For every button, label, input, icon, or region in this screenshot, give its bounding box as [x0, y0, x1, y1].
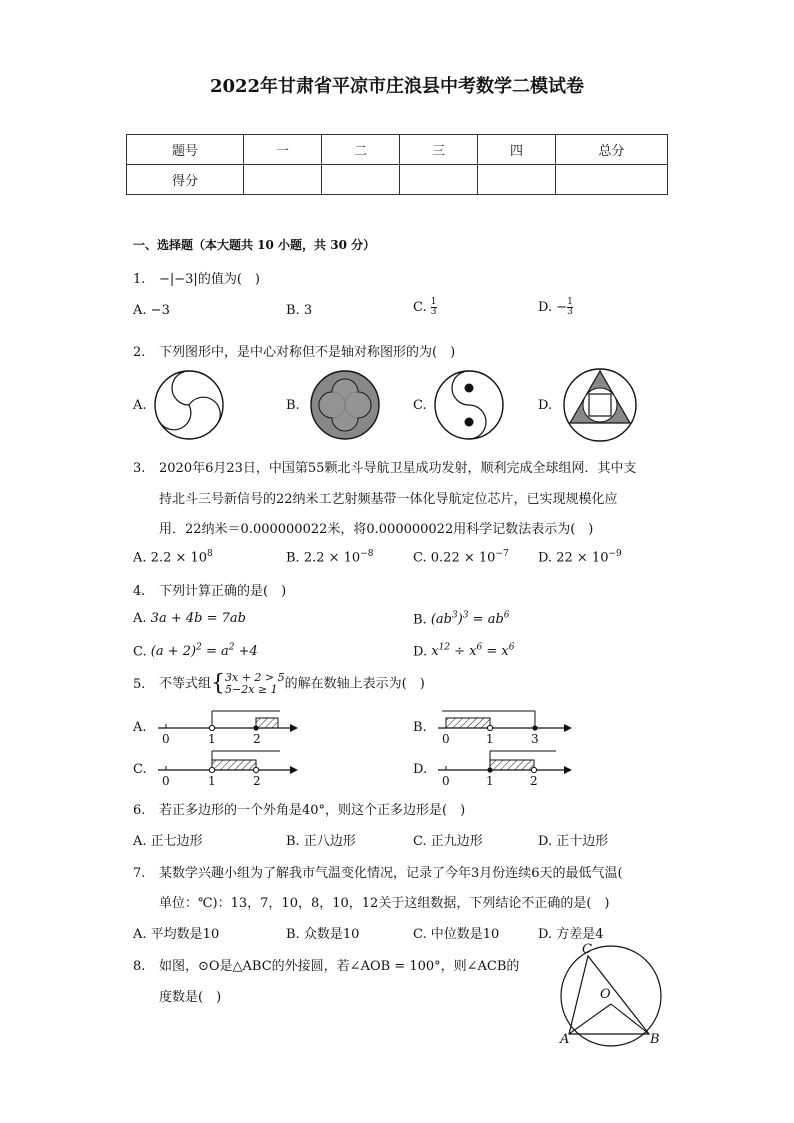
option-value: 正七边形 [150, 834, 203, 849]
option-c[interactable] [413, 298, 437, 317]
question-8-line-1 [133, 955, 519, 974]
option-d[interactable] [538, 830, 608, 849]
point-label-o: O [600, 987, 611, 1002]
question-7-line-1 [133, 862, 623, 881]
option-letter: A. [133, 550, 147, 566]
math-part: ) [457, 612, 463, 628]
question-number: 4. [133, 584, 146, 599]
option-letter: B. [413, 612, 427, 628]
option-a[interactable] [133, 830, 203, 849]
tick-label: 2 [253, 774, 261, 788]
option-value: 方差是4 [556, 927, 604, 942]
option-value: 正九边形 [430, 834, 483, 849]
score-table-score-row [127, 165, 668, 195]
option-letter: D. [413, 644, 428, 660]
option-value: 22 × 10 [556, 550, 609, 566]
score-input-cell[interactable] [400, 165, 478, 195]
option-letter: A. [133, 834, 147, 849]
table-cell: 一 [244, 135, 322, 165]
math-part: +4 [234, 644, 258, 660]
option-d[interactable] [538, 923, 604, 942]
option-d[interactable]: D. [413, 762, 428, 777]
question-8-line-2: 度数是( ) [159, 990, 222, 1005]
math-part: x [431, 644, 439, 660]
option-value [151, 644, 258, 659]
option-a[interactable]: A. [133, 720, 147, 735]
option-value: 平均数是10 [150, 927, 220, 942]
option-c[interactable] [413, 549, 509, 565]
question-number: 2. [133, 345, 146, 360]
sign: − [556, 300, 568, 315]
tick-label: 0 [162, 732, 170, 746]
point-label-b: B [650, 1032, 660, 1047]
point-label-a: A [560, 1032, 570, 1047]
table-cell: 二 [322, 135, 400, 165]
score-input-cell[interactable] [478, 165, 556, 195]
option-letter: C. [133, 644, 147, 660]
option-value: 正十边形 [556, 834, 609, 849]
option-letter: C. [413, 834, 427, 849]
question-text: 下列计算正确的是( ) [159, 584, 287, 599]
option-letter: B. [286, 303, 300, 318]
question-number: 8. [133, 959, 146, 974]
tick-label: 1 [208, 732, 216, 746]
question-text: 不等式组 [159, 676, 212, 692]
option-b[interactable] [286, 830, 356, 849]
denominator: 3 [430, 307, 437, 317]
option-b[interactable]: B. [413, 720, 427, 735]
question-number: 5. [133, 676, 146, 692]
option-b[interactable]: B. [286, 398, 300, 413]
question-text: 如图，⊙O是△ABC的外接圆，若∠AOB = 100°，则∠ACB的 [159, 959, 520, 974]
score-input-cell[interactable] [244, 165, 322, 195]
question-text: −|−3|的值为( ) [159, 272, 260, 287]
option-a[interactable] [133, 611, 246, 626]
option-letter: C. [413, 550, 427, 566]
score-input-cell[interactable] [556, 165, 668, 195]
option-d[interactable] [413, 643, 515, 659]
option-b[interactable] [413, 611, 510, 627]
fraction [431, 298, 437, 317]
math-part: = a [201, 644, 229, 660]
question-number: 7. [133, 866, 146, 881]
option-letter: B. [286, 927, 300, 942]
inequality-1: 3x + 2 > 5 [225, 671, 285, 684]
exponent: −9 [608, 549, 622, 559]
exponent: 12 [438, 643, 451, 653]
exponent: 6 [508, 643, 515, 653]
option-a[interactable] [133, 923, 219, 942]
question-text: 下列图形中，是中心对称但不是轴对称图形的为( ) [159, 345, 456, 360]
tick-label: 1 [486, 732, 494, 746]
question-number: 6. [133, 803, 146, 818]
inequality-2: 5−2x ≥ 1 [225, 683, 278, 696]
question-4 [133, 580, 286, 599]
question-6 [133, 799, 465, 818]
figure-d-triangle-square [561, 366, 639, 444]
option-letter: C. [413, 927, 427, 942]
option-value: 0.22 × 10 [430, 550, 496, 566]
option-b[interactable] [286, 923, 359, 942]
option-letter: C. [413, 300, 427, 315]
option-c[interactable] [413, 923, 499, 942]
question-text: 某数学兴趣小组为了解我市气温变化情况，记录了今年3月份连续6天的最低气温( [159, 866, 623, 881]
score-table-header-row [127, 135, 668, 165]
exponent: 2 [196, 643, 202, 653]
tick-label: 1 [486, 774, 494, 788]
tick-label: 1 [208, 774, 216, 788]
number-line-d [430, 748, 580, 788]
option-c[interactable]: C. [133, 762, 147, 777]
option-value: 正八边形 [303, 834, 356, 849]
option-value [431, 612, 510, 627]
option-c[interactable]: C. [413, 398, 427, 413]
table-cell: 得分 [127, 165, 244, 195]
question-text: 若正多边形的一个外角是40°，则这个正多边形是( ) [159, 803, 466, 818]
exponent: −7 [495, 549, 509, 559]
option-letter: B. [286, 550, 300, 566]
tick-label: 2 [530, 774, 538, 788]
exponent: 8 [207, 549, 213, 559]
exponent: 6 [503, 611, 510, 621]
table-cell: 题号 [127, 135, 244, 165]
tick-label: 0 [442, 774, 450, 788]
question-text: 的解在数轴上表示为( ) [284, 676, 425, 692]
option-d[interactable] [538, 298, 573, 317]
option-a[interactable] [133, 303, 170, 318]
inequality-system: {3x + 2 > 5 5−2x ≥ 1 [211, 671, 285, 696]
exponent: 2 [228, 643, 235, 653]
option-value: 2.2 × 10 [150, 550, 208, 566]
option-letter: A. [133, 927, 147, 942]
option-a[interactable]: A. [133, 398, 147, 413]
option-letter: D. [538, 834, 553, 849]
point-label-c: C [582, 942, 592, 957]
denominator: 3 [567, 307, 573, 317]
option-letter: A. [133, 303, 147, 318]
question-3-line-1 [133, 457, 636, 476]
score-table [126, 134, 668, 195]
option-c[interactable] [133, 643, 258, 659]
math-part: ÷ x [450, 644, 477, 660]
math-part: (a + 2) [150, 644, 197, 660]
option-c[interactable] [413, 830, 483, 849]
exponent: −8 [360, 549, 374, 559]
exponent: 3 [462, 611, 469, 621]
question-text: 2020年6月23日，中国第55颗北斗导航卫星成功发射，顺利完成全球组网．其中支 [159, 461, 637, 476]
option-letter: B. [286, 834, 300, 849]
numerator: 1 [430, 297, 437, 307]
fraction [567, 298, 573, 317]
math-part: = x [482, 644, 509, 660]
option-letter: D. [538, 927, 553, 942]
math-part: = ab [468, 612, 504, 628]
tick-label: 3 [531, 732, 539, 746]
option-letter: D. [538, 300, 553, 315]
option-letter: A. [133, 611, 147, 626]
numerator: 1 [567, 297, 573, 307]
option-d[interactable] [538, 549, 622, 565]
question-5 [133, 672, 425, 696]
option-d[interactable]: D. [538, 398, 553, 413]
exponent: 3 [451, 611, 458, 621]
option-value: 2.2 × 10 [303, 550, 361, 566]
option-letter: D. [538, 550, 553, 566]
question-2 [133, 341, 455, 360]
question-3-line-3: 用．22纳米＝0.000000022米，将0.000000022用科学记数法表示为( ) [159, 522, 594, 537]
figure-c-yin-yang [432, 368, 506, 442]
question-3-line-2: 持北斗三号新信号的22纳米工艺射频基带一体化导航定位芯片，已实现规模化应 [159, 492, 618, 507]
page-title: 2022年甘肃省平凉市庄浪县中考数学二模试卷 [209, 76, 585, 97]
section-heading: 一、选择题（本大题共 10 小题，共 30 分） [133, 238, 376, 252]
option-b[interactable] [286, 549, 373, 565]
tick-label: 0 [442, 732, 450, 746]
option-value: −3 [150, 303, 170, 318]
number-line-b [430, 708, 580, 748]
table-cell: 三 [400, 135, 478, 165]
figure-a-triskelion [152, 368, 226, 442]
tick-label: 0 [162, 774, 170, 788]
option-b[interactable] [286, 303, 312, 318]
option-value: 3 [303, 303, 313, 318]
tick-label: 2 [253, 732, 261, 746]
question-1 [133, 268, 260, 287]
number-line-c [150, 748, 300, 788]
option-value: 中位数是10 [430, 927, 500, 942]
table-cell: 总分 [556, 135, 668, 165]
math-part: (ab [430, 612, 452, 628]
score-input-cell[interactable] [322, 165, 400, 195]
question-number: 3. [133, 461, 146, 476]
question-number: 1. [133, 272, 146, 287]
number-line-a [150, 708, 300, 748]
figure-b-petals [308, 368, 382, 442]
option-value: 众数是10 [303, 927, 360, 942]
question-7-line-2: 单位：℃)：13，7，10，8，10，12关于这组数据，下列结论不正确的是( ) [159, 896, 610, 911]
option-value [431, 644, 514, 659]
table-cell: 四 [478, 135, 556, 165]
option-a[interactable] [133, 549, 213, 565]
exponent: 6 [476, 643, 483, 653]
option-value: 3a + 4b = 7ab [150, 611, 246, 626]
